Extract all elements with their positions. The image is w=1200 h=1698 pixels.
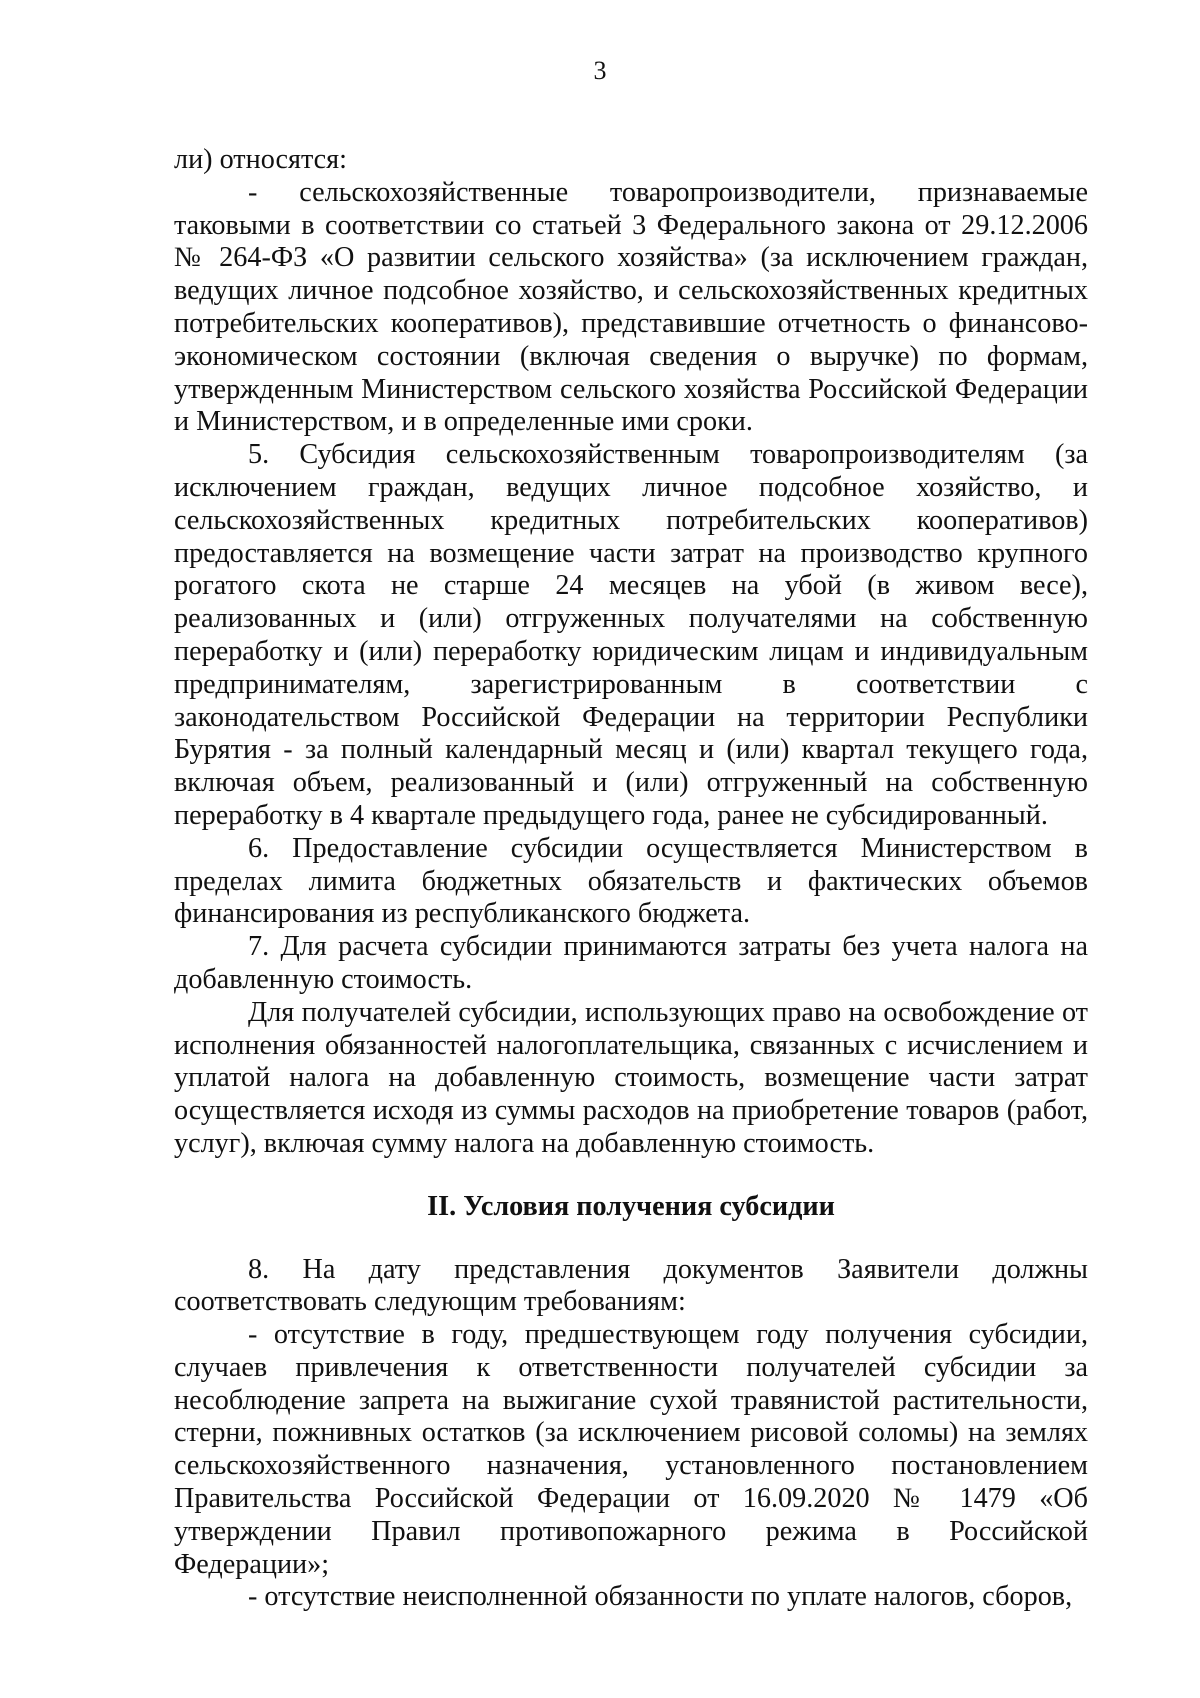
paragraph-requirement-taxes: - отсутствие неисполненной обязанности по уплате налогов, сборов, xyxy=(248,1581,1073,1613)
paragraph-clause-6: 6. Предоставление субсидии осуществляется Министерством в пределах лимита бюджетных обязательств и фактических объемов финансирования из республиканского бюджета. xyxy=(174,832,1088,930)
section-heading: II. Условия получения субсидии xyxy=(427,1190,835,1222)
document-body xyxy=(174,144,1088,1614)
paragraph-requirement-burning: - отсутствие в году, предшествующем году получения субсидии, случаев привлечения к ответственности получателей субсидии за несоблюдение запрета на выжигание сухой травянистой растительности, стерни, пожнивных остатков (за исключением рисовой соломы) на землях сельскохозяйственного назначения, установленного постановлением Правительства Российской Федерации от 16.09.2020 № 1479 «Об утверждении Правил противопожарного режима в Российской Федерации»; xyxy=(174,1319,1088,1580)
paragraph-clause-8: 8. На дату представления документов Заявители должны соответствовать следующим требованиям: xyxy=(174,1253,1088,1318)
paragraph-producers-list-item: - сельскохозяйственные товаропроизводители, признаваемые таковыми в соответствии со статьей 3 Федерального закона от 29.12.2006 № 264-ФЗ «О развитии сельского хозяйства» (за исключением граждан, ведущих личное подсобное хозяйство, и сельскохозяйственных кредитных потребительских кооперативов), представившие отчетность о финансово-экономическом состоянии (включая сведения о выручке) по формам, утвержденным Министерством сельского хозяйства Российской Федерации и Министерством, и в определенные ими сроки. xyxy=(174,176,1088,438)
paragraph-vat-exemption: Для получателей субсидии, использующих право на освобождение от исполнения обязанностей налогоплательщика, связанных с исчислением и уплатой налога на добавленную стоимость, возмещение части затрат осуществляется исходя из суммы расходов на приобретение товаров (работ, услуг), включая сумму налога на добавленную стоимость. xyxy=(174,996,1088,1159)
paragraph-clause-5: 5. Субсидия сельскохозяйственным товаропроизводителям (за исключением граждан, ведущих личное подсобное хозяйство, и сельскохозяйственных кредитных потребительских кооперативов) предоставляется на возмещение части затрат на производство крупного рогатого скота не старше 24 месяцев на убой (в живом весе), реализованных и (или) отгруженных получателями на собственную переработку и (или) переработку юридическим лицам и индивидуальным предпринимателям, зарегистрированным в соответствии с законодательством Российской Федерации на территории Республики Бурятия - за полный календарный месяц и (или) квартал текущего года, включая объем, реализованный и (или) отгруженный на собственную переработку в 4 квартале предыдущего года, ранее не субсидированный. xyxy=(174,439,1088,831)
paragraph-clause-7: 7. Для расчета субсидии принимаются затраты без учета налога на добавленную стоимость. xyxy=(174,931,1088,995)
page-number: 3 xyxy=(593,56,607,85)
paragraph-continuation: ли) относятся: xyxy=(174,144,347,175)
